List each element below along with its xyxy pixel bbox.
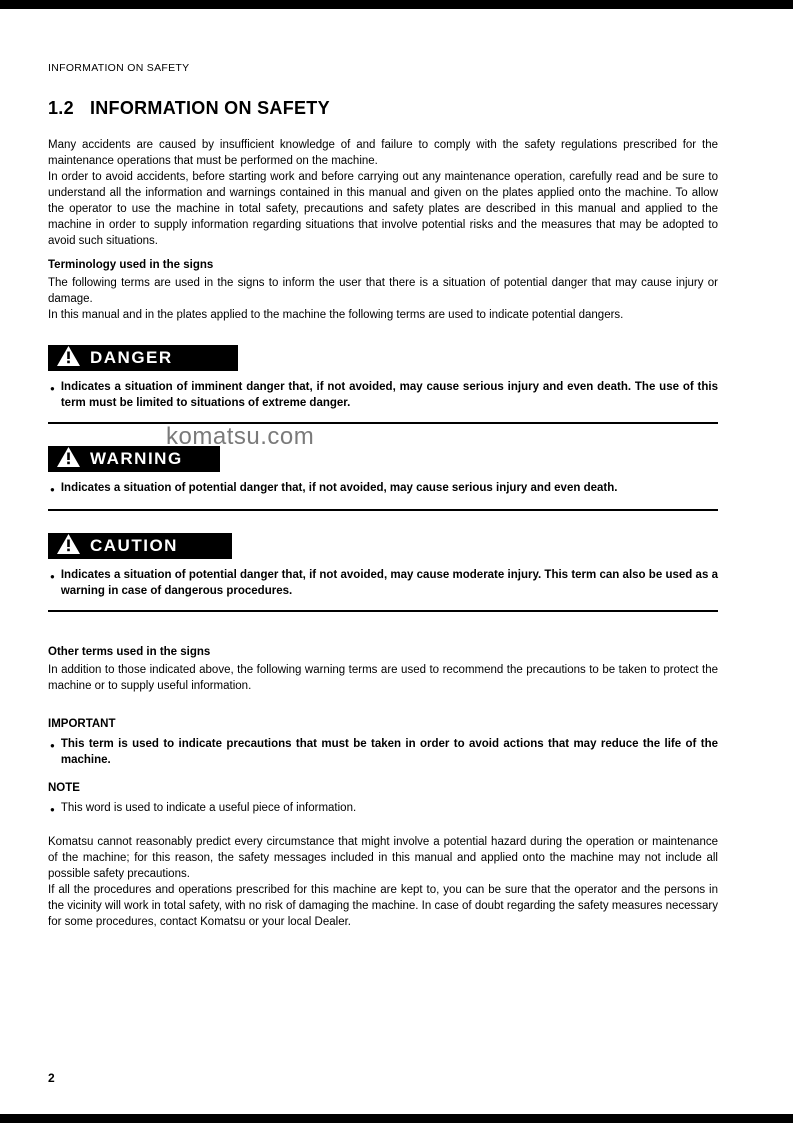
terminology-heading: Terminology used in the signs (48, 259, 214, 271)
bullet-dot-icon: ● (50, 384, 55, 393)
watermark: komatsu.com (166, 423, 315, 450)
important-heading: IMPORTANT (48, 718, 116, 730)
caution-section (48, 533, 718, 612)
danger-band (48, 345, 238, 371)
page-top-border (0, 0, 793, 9)
warning-section (48, 446, 718, 511)
other-terms-paragraph: In addition to those indicated above, the following warning terms are used to recommend the precautions to be taken to protect the machine or to supply useful information. (48, 664, 718, 692)
important-section (48, 716, 718, 768)
running-header: INFORMATION ON SAFETY (48, 62, 190, 74)
page-content (48, 62, 718, 930)
danger-divider (48, 422, 718, 424)
closing-section (48, 834, 718, 930)
bullet-dot-icon: ● (50, 572, 55, 581)
page-title (48, 98, 718, 119)
danger-label: DANGER (90, 348, 173, 367)
note-section (48, 780, 718, 818)
closing-paragraph-1: Komatsu cannot reasonably predict every circumstance that might involve a potential hazard during the operation or maintenance of the machine; for this reason, the safety messages included in this manual and applied onto the machine may not include all possible safety precautions. (48, 836, 718, 880)
danger-bullet (48, 379, 718, 411)
important-text: This term is used to indicate precautions that must be taken in order to avoid actions that may reduce the life of the machine. (60, 738, 718, 766)
warning-triangle-icon (57, 346, 80, 371)
danger-text: Indicates a situation of imminent danger that, if not avoided, may cause serious injury and even death. The use of this term must be limited to situations of extreme danger. (60, 381, 718, 409)
page-bottom-border (0, 1114, 793, 1123)
warning-label: WARNING (90, 449, 183, 468)
note-heading: NOTE (48, 782, 80, 794)
important-bullet (48, 736, 718, 768)
warning-divider (48, 509, 718, 511)
note-text: This word is used to indicate a useful piece of information. (60, 802, 357, 814)
closing-paragraph-2: If all the procedures and operations prescribed for this machine are kept to, you can be sure that the operator and the persons in the vicinity will work in total safety, with no risk of damaging the machine. In case of doubt regarding the safety measures necessary for some procedures, contact Komatsu or your local Dealer. (48, 884, 718, 928)
caution-label: CAUTION (90, 536, 178, 555)
intro-paragraph-2: In order to avoid accidents, before starting work and before carrying out any maintenance operation, carefully read and be sure to understand all the information and warnings contained in this manual and given on the plates applied onto the machine. To allow the operator to use the machine in total safety, precautions and safety plates are described in this manual and applied to the machine in order to supply information regarding situations that involve potential risks and the measures that may be adopted to avoid such situations. (48, 171, 718, 247)
warning-bullet (48, 480, 718, 498)
section-title-text: INFORMATION ON SAFETY (89, 98, 330, 118)
danger-section (48, 345, 718, 424)
note-bullet (48, 800, 718, 818)
caution-bullet (48, 567, 718, 599)
terminology-paragraph-1: The following terms are used in the signs to inform the user that there is a situation of potential danger that may cause injury or damage. (48, 277, 718, 305)
warning-text: Indicates a situation of potential danger that, if not avoided, may cause serious injury and even death. (60, 482, 618, 494)
page-number: 2 (48, 1071, 55, 1085)
section-number: 1.2 (48, 98, 74, 118)
warning-triangle-icon (57, 534, 80, 559)
bullet-dot-icon: ● (50, 805, 55, 814)
warning-band (48, 446, 220, 472)
other-terms-heading: Other terms used in the signs (48, 646, 211, 658)
intro-paragraph-1: Many accidents are caused by insufficient knowledge of and failure to comply with the safety regulations prescribed for the maintenance operations that must be performed on the machine. (48, 139, 718, 167)
other-terms-section (48, 644, 718, 694)
caution-divider (48, 610, 718, 612)
bullet-dot-icon: ● (50, 741, 55, 750)
terminology-paragraph-2: In this manual and in the plates applied to the machine the following terms are used to indicate potential dangers. (48, 309, 624, 321)
bullet-dot-icon: ● (50, 485, 55, 494)
caution-text: Indicates a situation of potential danger that, if not avoided, may cause moderate injury. This term can also be used as a warning in case of dangerous procedures. (60, 569, 718, 597)
warning-triangle-icon (57, 447, 80, 472)
caution-band (48, 533, 232, 559)
